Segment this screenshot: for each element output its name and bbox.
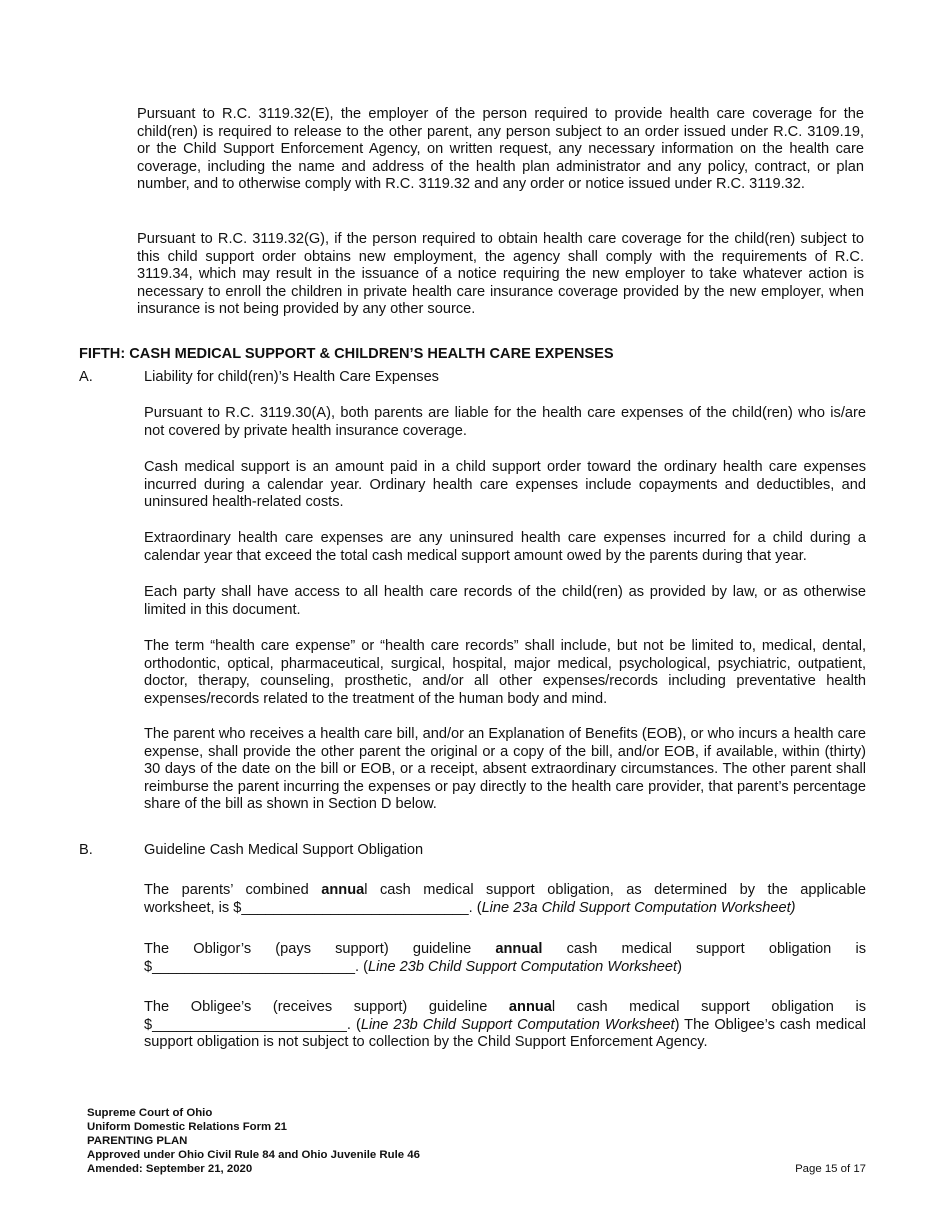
subsection-letter-a: A. [79, 369, 93, 385]
section-heading-fifth: FIFTH: CASH MEDICAL SUPPORT & CHILDREN’S HEALTH CARE EXPENSES [79, 346, 614, 362]
subsection-title-b: Guideline Cash Medical Support Obligation [144, 842, 424, 858]
paragraph-obligor-obligation [144, 941, 866, 976]
page-number: Page 15 of 17 [795, 1163, 866, 1175]
paragraph-cash-medical-definition: Cash medical support is an amount paid in a child support order toward the ordinary health care expenses incurred during a calendar year. Ordinary health care expenses include copayments and deductibles, and uninsured health-related costs. [144, 459, 866, 511]
paragraph-extraordinary-expenses: Extraordinary health care expenses are any uninsured health care expenses incurred for a child during a calendar year that exceed the total cash medical support amount owed by the parents during that year. [144, 530, 866, 564]
footer-form: Uniform Domestic Relations Form 21 [87, 1121, 288, 1133]
paragraph-liability: Pursuant to R.C. 3119.30(A), both parents are liable for the health care expenses of the child(ren) who is/are not covered by private health insurance coverage. [144, 405, 866, 439]
paragraph-bill-reimbursement: The parent who receives a health care bill, and/or an Explanation of Benefits (EOB), or who incurs a health care expense, shall provide the other parent the original or a copy of the bill, and/or EOB, if available, within (thirty) 30 days of the date on the bill or EOB, or a receipt, absent extraordinary circumstances. The other parent shall reimburse the parent incurring the expenses or pay directly to the health care provider, that parent’s percentage share of the bill as shown in Section D below. [144, 726, 866, 813]
footer-approved: Approved under Ohio Civil Rule 84 and Ohio Juvenile Rule 46 [87, 1149, 420, 1161]
obligee-line-1: The Obligee’s (receives support) guideline annual cash medical support obligation is [144, 999, 866, 1015]
combined-line-1: The parents’ combined annual cash medical support obligation, as determined by the applicable [144, 882, 867, 898]
subsection-title-a: Liability for child(ren)’s Health Care Expenses [144, 369, 439, 385]
paragraph-health-care-expense-term: The term “health care expense” or “health care records” shall include, but not be limited to, medical, dental, orthodontic, optical, pharmaceutical, surgical, hospital, major medical, psychological, psychiatric, outpatient, doctor, therapy, counseling, prosthetic, and/or all other expenses/records including preventative health expenses/records related to the treatment of the human body and mind. [144, 638, 866, 707]
obligor-line-1: The Obligor’s (pays support) guideline annual cash medical support obligation is [144, 941, 866, 957]
paragraph-records-access: Each party shall have access to all health care records of the child(ren) as provided by law, or as otherwise limited in this document. [144, 584, 866, 618]
obligee-amount-text: $________________________. (Line 23b Child Support Computation Worksheet) The Obligee’s cash medical support obligation is not subject to collection by the Child Support Enforcement Agency. [144, 1016, 866, 1051]
obligor-amount-line: $_________________________. (Line 23b Child Support Computation Worksheet) [144, 958, 682, 975]
footer-court: Supreme Court of Ohio [87, 1107, 213, 1119]
paragraph-obligee-obligation [144, 999, 866, 1052]
footer-plan: PARENTING PLAN [87, 1135, 188, 1147]
paragraph-new-employment: Pursuant to R.C. 3119.32(G), if the person required to obtain health care coverage for the child(ren) subject to this child support order obtains new employment, the agency shall comply with the requirements of R.C. 3119.34, which may result in the issuance of a notice requiring the new employer to take whatever action is necessary to enroll the children in private health care insurance coverage provided by the new employer, when insurance is not being provided by any other source. [137, 231, 864, 318]
paragraph-combined-obligation [144, 882, 866, 917]
subsection-letter-b: B. [79, 842, 93, 858]
form-footer [87, 1106, 420, 1176]
combined-amount-line: worksheet, is $____________________________. (Line 23a Child Support Computation Worksheet) [144, 899, 796, 916]
paragraph-employer-release: Pursuant to R.C. 3119.32(E), the employer of the person required to provide health care coverage for the child(ren) is required to release to the other parent, any person subject to an order issued under R.C. 3109.19, or the Child Support Enforcement Agency, on written request, any necessary information on the health care coverage, including the name and address of the health plan administrator and any policy, contract, or plan number, and to otherwise comply with R.C. 3119.32 and any order or notice issued under R.C. 3119.32. [137, 106, 864, 193]
footer-amended: Amended: September 21, 2020 [87, 1163, 253, 1175]
